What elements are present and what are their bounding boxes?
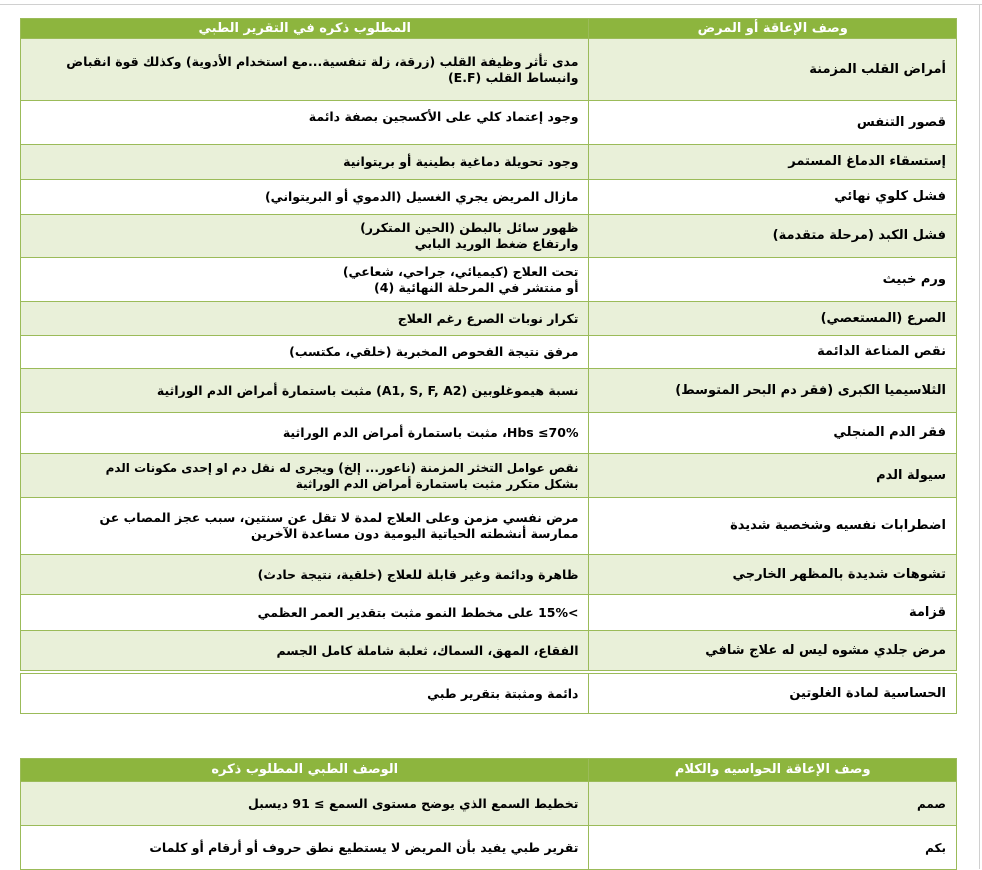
condition-cell: اضطرابات نفسيه وشخصية شديدة: [589, 498, 957, 555]
condition-cell: ورم خبيث: [589, 258, 957, 302]
header-condition: وصف الإعاقة أو المرض: [589, 19, 957, 39]
sensory-disability-table: [20, 758, 957, 870]
table-row: [21, 215, 957, 258]
condition-cell: أمراض القلب المزمنة: [589, 39, 957, 101]
table-row: [21, 413, 957, 454]
table-row: [21, 631, 957, 671]
requirement-cell: تكرار نوبات الصرع رغم العلاج: [21, 302, 589, 336]
table-row: [21, 258, 957, 302]
table-row: [21, 145, 957, 180]
condition-cell: قزامة: [589, 595, 957, 631]
requirement-cell: ظاهرة ودائمة وغير قابلة للعلاج (خلقية، نتيجة حادث): [21, 555, 589, 595]
table-row: [21, 782, 957, 826]
condition-cell: تشوهات شديدة بالمظهر الخارجي: [589, 555, 957, 595]
requirement-cell: تحت العلاج (كيميائي، جراحي، شعاعي) أو منتشر في المرحلة النهائية (4): [21, 258, 589, 302]
condition-cell: قصور التنفس: [589, 101, 957, 145]
table-row: [21, 101, 957, 145]
condition-cell: فقر الدم المنجلي: [589, 413, 957, 454]
requirement-cell: مدى تأثر وظيفة القلب (زرقة، زلة تنفسية...مع استخدام الأدوية) وكذلك قوة انقباض وانبساط القلب (E.F): [21, 39, 589, 101]
requirement-cell: مازال المريض يجري الغسيل (الدموي أو البريتواني): [21, 180, 589, 215]
table-row: [21, 369, 957, 413]
condition-cell: سيولة الدم: [589, 454, 957, 498]
condition-cell: فشل كلوي نهائي: [589, 180, 957, 215]
requirement-cell: Hbs ≤70%، مثبت باستمارة أمراض الدم الوراثية: [21, 413, 589, 454]
requirement-cell: نسبة هيموغلوبين (A1, S, F, A2) مثبت باستمارة أمراض الدم الوراثية: [21, 369, 589, 413]
requirement-cell: مرفق نتيجة الفحوص المخبرية (خلقي، مكتسب): [21, 336, 589, 369]
page-top-border: [0, 4, 982, 5]
requirement-cell: وجود إعتماد كلي على الأكسجين بصفة دائمة: [21, 101, 589, 145]
requirement-cell: مرض نفسي مزمن وعلى العلاج لمدة لا تقل عن سنتين، سبب عجز المصاب عن ممارسة أنشطته الحياتية اليومية دون مساعدة الآخرين: [21, 498, 589, 555]
requirement-cell: وجود تحويلة دماغية بطينية أو بريتوانية: [21, 145, 589, 180]
requirement-cell: الفقاع، المهق، السماك، ثعلبة شاملة كامل الجسم: [21, 631, 589, 671]
requirement-cell: تخطيط السمع الذي يوضح مستوى السمع ≥ 91 ديسبل: [21, 782, 589, 826]
table-row: [21, 180, 957, 215]
table-header-row: [21, 759, 957, 782]
requirement-cell: >15% على مخطط النمو مثبت بتقدير العمر العظمي: [21, 595, 589, 631]
table-row: [21, 826, 957, 870]
table-row: [21, 674, 957, 714]
page-right-border: [979, 4, 980, 869]
medical-conditions-table: [20, 18, 957, 714]
table-header-row: [21, 19, 957, 39]
condition-cell: نقص المناعة الدائمة: [589, 336, 957, 369]
table-row: [21, 454, 957, 498]
requirement-cell: دائمة ومثبتة بتقرير طبي: [21, 674, 589, 714]
table-row: [21, 555, 957, 595]
condition-cell: الثلاسيميا الكبرى (فقر دم البحر المتوسط): [589, 369, 957, 413]
condition-cell: فشل الكبد (مرحلة متقدمة): [589, 215, 957, 258]
table-row: [21, 498, 957, 555]
requirement-cell: نقص عوامل التخثر المزمنة (ناعور... إلخ) ويجرى له نقل دم او إحدى مكونات الدم بشكل متكرر مثبت باستمارة أمراض الدم الوراثية: [21, 454, 589, 498]
header-requirement: الوصف الطبي المطلوب ذكره: [21, 759, 589, 782]
header-condition: وصف الإعاقة الحواسيه والكلام: [589, 759, 957, 782]
table-row: [21, 302, 957, 336]
table-row: [21, 595, 957, 631]
condition-cell: الصرع (المستعصي): [589, 302, 957, 336]
header-requirement: المطلوب ذكره في التقرير الطبي: [21, 19, 589, 39]
requirement-cell: تقرير طبي يفيد بأن المريض لا يستطيع نطق حروف أو أرقام أو كلمات: [21, 826, 589, 870]
condition-cell: إستسقاء الدماغ المستمر: [589, 145, 957, 180]
condition-cell: الحساسية لمادة الغلوتين: [589, 674, 957, 714]
table-row: [21, 39, 957, 101]
condition-cell: صمم: [589, 782, 957, 826]
table-row: [21, 336, 957, 369]
condition-cell: بكم: [589, 826, 957, 870]
condition-cell: مرض جلدي مشوه ليس له علاج شافي: [589, 631, 957, 671]
requirement-cell: ظهور سائل بالبطن (الحين المتكرر) وارتفاع ضغط الوريد البابي: [21, 215, 589, 258]
